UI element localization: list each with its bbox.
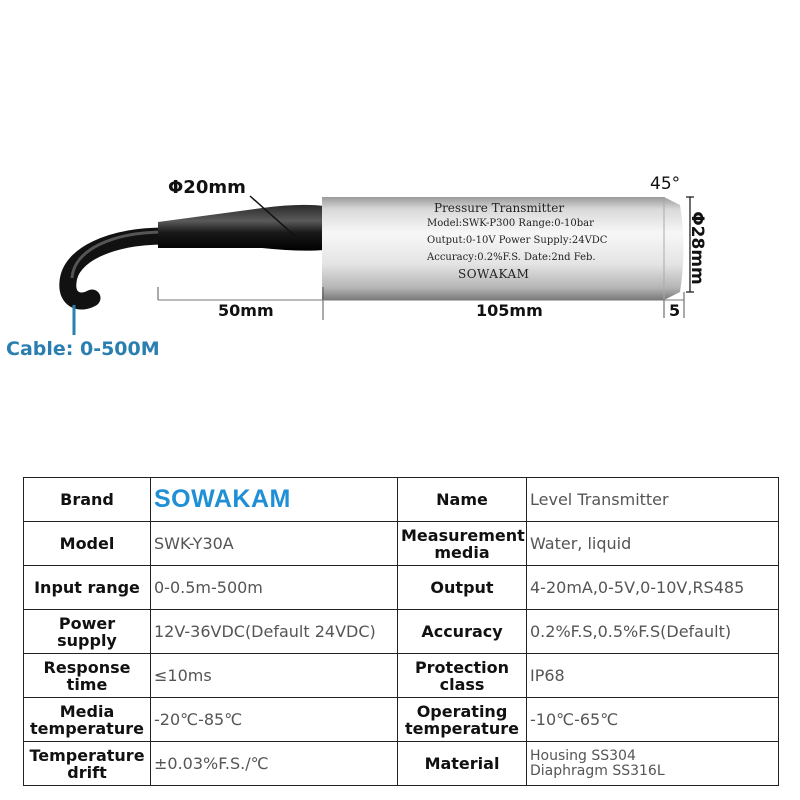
- spec-value-input-range: 0-0.5m-500m: [151, 566, 398, 610]
- body-line-2: Output:0-10V Power Supply:24VDC: [427, 235, 608, 246]
- body-diameter-label: Φ28mm: [686, 211, 707, 285]
- spec-value-brand: [151, 478, 398, 522]
- spec-value-output: 4-20mA,0-5V,0-10V,RS485: [527, 566, 779, 610]
- spec-label-measurement-media: Measurement media: [398, 522, 527, 566]
- table-row: [24, 698, 779, 742]
- table-row: [24, 478, 779, 522]
- table-row: [24, 654, 779, 698]
- spec-label-output: Output: [398, 566, 527, 610]
- spec-label-response-time: Response time: [24, 654, 151, 698]
- body-tip: [664, 197, 684, 300]
- spec-value-measurement-media: Water, liquid: [527, 522, 779, 566]
- spec-label-protection-class: Protection class: [398, 654, 527, 698]
- spec-value-media-temperature: -20℃-85℃: [151, 698, 398, 742]
- spec-label-media-temperature: Media temperature: [24, 698, 151, 742]
- spec-label-input-range: Input range: [24, 566, 151, 610]
- spec-value-name: Level Transmitter: [527, 478, 779, 522]
- body-title: Pressure Transmitter: [434, 201, 565, 215]
- spec-value-temperature-drift: ±0.03%F.S./℃: [151, 742, 398, 786]
- strain-relief: [158, 205, 324, 251]
- cable-length-label: Cable: 0-500M: [6, 338, 160, 360]
- body-line-3: Accuracy:0.2%F.S. Date:2nd Feb.: [427, 252, 596, 263]
- spec-value-power-supply: 12V-36VDC(Default 24VDC): [151, 610, 398, 654]
- spec-label-operating-temperature: Operating temperature: [398, 698, 527, 742]
- table-row: [24, 742, 779, 786]
- spec-label-model: Model: [24, 522, 151, 566]
- spec-label-material: Material: [398, 742, 527, 786]
- spec-label-brand: Brand: [24, 478, 151, 522]
- tip-angle-label: 45°: [650, 174, 681, 194]
- tip-segment-length: 5: [669, 301, 681, 320]
- spec-label-name: Name: [398, 478, 527, 522]
- spec-value-model: SWK-Y30A: [151, 522, 398, 566]
- brand-logo: SOWAKAM: [154, 485, 291, 513]
- table-row: [24, 610, 779, 654]
- specification-table: [23, 477, 779, 786]
- spec-value-response-time: ≤10ms: [151, 654, 398, 698]
- spec-value-protection-class: IP68: [527, 654, 779, 698]
- cable-segment-length: 50mm: [218, 301, 274, 320]
- spec-label-power-supply: Power supply: [24, 610, 151, 654]
- spec-value-operating-temperature: -10℃-65℃: [527, 698, 779, 742]
- spec-value-accuracy: 0.2%F.S,0.5%F.S(Default): [527, 610, 779, 654]
- spec-value-material: Housing SS304 Diaphragm SS316L: [527, 742, 779, 786]
- product-dimension-diagram: [0, 0, 800, 380]
- table-row: [24, 522, 779, 566]
- spec-label-temperature-drift: Temperature drift: [24, 742, 151, 786]
- body-line-1: Model:SWK-P300 Range:0-10bar: [427, 218, 594, 229]
- body-segment-length: 105mm: [476, 301, 543, 320]
- cable-diameter-label: Φ20mm: [168, 177, 246, 198]
- cable: [68, 236, 165, 301]
- body-brand: SOWAKAM: [458, 267, 530, 281]
- table-row: [24, 566, 779, 610]
- spec-label-accuracy: Accuracy: [398, 610, 527, 654]
